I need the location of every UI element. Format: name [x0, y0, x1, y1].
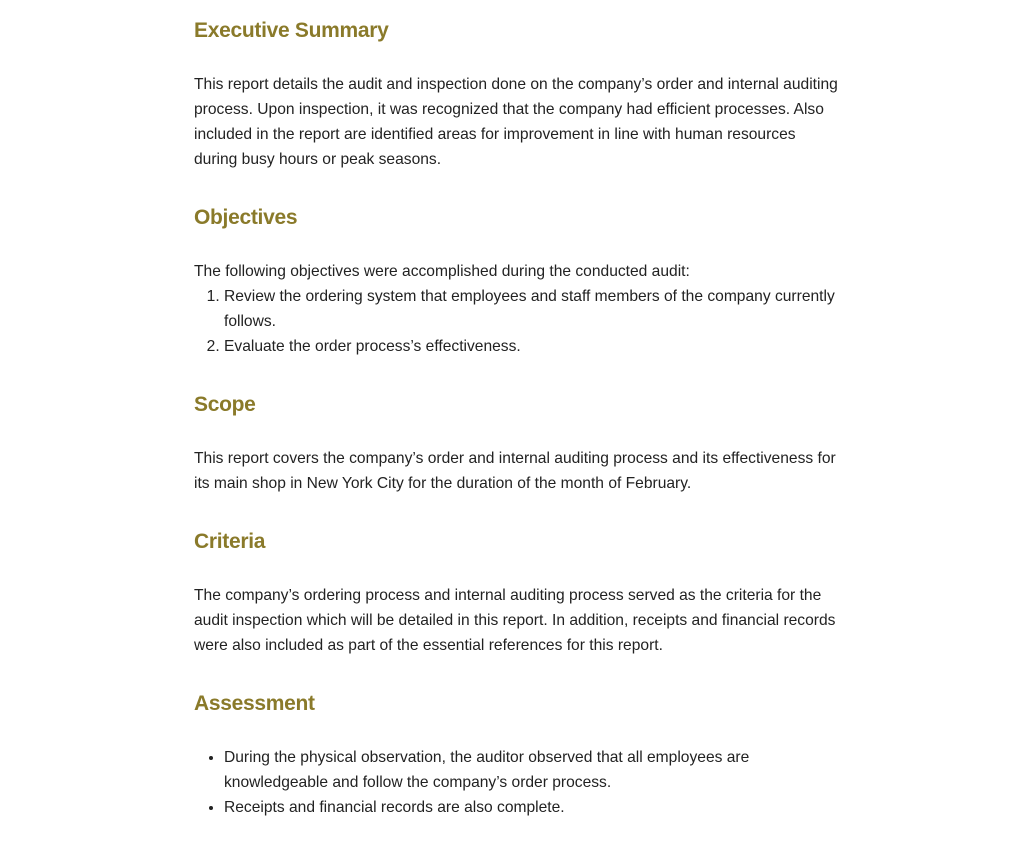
list-item: • During the physical observation, the auditor observed that all employees are knowledgeable and follow the company’s order process.	[224, 745, 839, 795]
list-item: • Receipts and financial records are also complete.	[224, 795, 839, 820]
section-heading: Objectives	[194, 206, 298, 229]
section-paragraph: This report details the audit and inspection done on the company’s order and internal auditing process. Upon inspection, it was recognized that the company had efficient processes. Also included in the report are identified areas for improvement in line with human resources during busy hours or peak seasons.	[194, 76, 838, 168]
list-item: 2. Evaluate the order process’s effectiveness.	[224, 334, 839, 359]
section-paragraph: The company’s ordering process and internal auditing process served as the criteria for the audit inspection which will be detailed in this report. In addition, receipts and financial records were also included as part of the essential references for this report.	[194, 587, 836, 654]
objectives-list	[194, 284, 839, 359]
list-item: 1. Review the ordering system that employees and staff members of the company currently follows.	[224, 284, 839, 334]
section-paragraph: This report covers the company’s order and internal auditing process and its effectiveness for its main shop in New York City for the duration of the month of February.	[194, 450, 836, 492]
assessment-list	[194, 745, 839, 820]
document-body	[194, 18, 839, 853]
section-heading: Assessment	[194, 692, 315, 715]
section-criteria	[194, 529, 839, 658]
section-heading: Criteria	[194, 530, 266, 553]
section-heading: Scope	[194, 393, 256, 416]
section-executive-summary	[194, 18, 839, 172]
section-objectives	[194, 205, 839, 359]
section-scope	[194, 392, 839, 496]
section-assessment	[194, 691, 839, 820]
section-paragraph: The following objectives were accomplished during the conducted audit:	[194, 263, 690, 280]
section-heading: Executive Summary	[194, 19, 389, 42]
